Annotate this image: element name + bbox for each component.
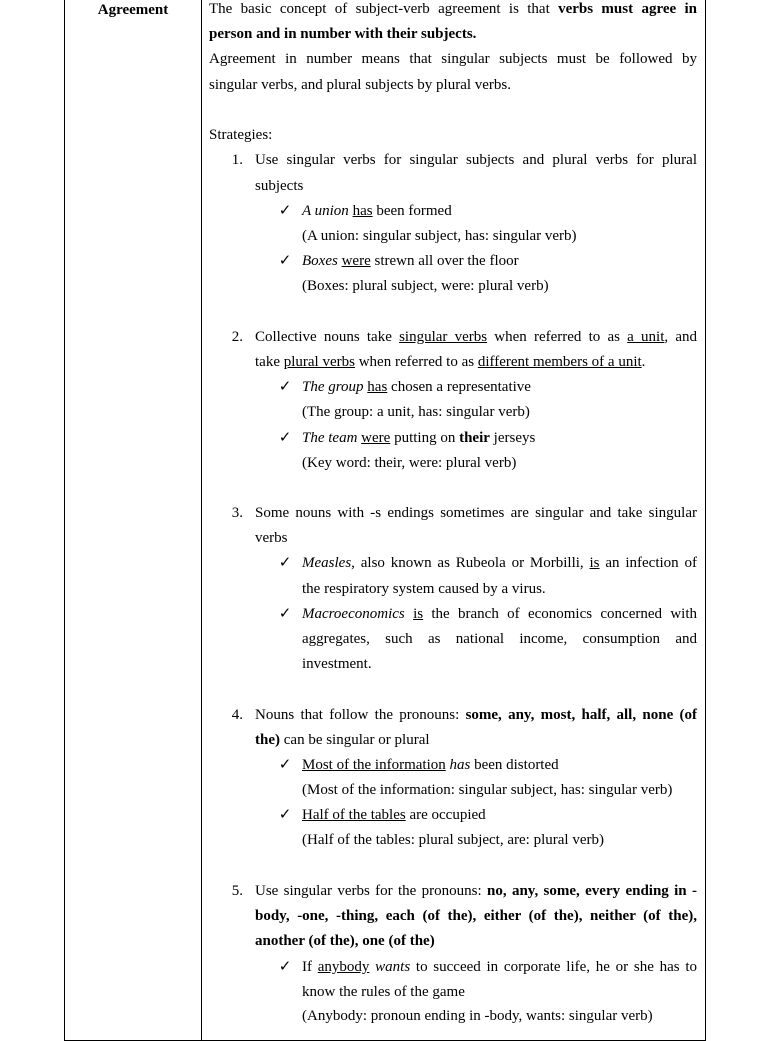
text: take	[255, 354, 284, 370]
strategy-3-example-2-line-2: aggregates, such as national income, consumption and	[302, 631, 697, 647]
text: .	[641, 354, 646, 370]
pronoun-list: no, any, some, every ending in -	[487, 883, 697, 899]
example-verb: is	[589, 555, 600, 571]
example-subject: Boxes	[302, 253, 338, 269]
check-mark-icon: ✓	[278, 253, 292, 269]
example-verb: is	[413, 606, 424, 622]
example-rest: are occupied	[405, 807, 486, 823]
check-mark-icon: ✓	[278, 379, 292, 395]
text: when referred to as	[354, 354, 478, 370]
strategy-3-example-2-line-3: investment.	[302, 656, 372, 672]
strategy-3-number: 3.	[231, 505, 243, 521]
strategy-5-example-1	[302, 958, 697, 976]
example-subject: anybody	[317, 959, 370, 975]
check-mark-icon: ✓	[278, 430, 292, 446]
example-verb: were	[341, 253, 371, 269]
strategy-2-example-1	[302, 378, 531, 396]
strategy-1-example-1	[302, 202, 452, 220]
example-subject: Half of the tables	[302, 807, 406, 823]
intro-line-2: person and in number with their subjects.	[209, 26, 477, 42]
strategy-5-number: 5.	[231, 883, 243, 899]
strategy-2-note-2: (Key word: their, were: plural verb)	[302, 455, 517, 471]
example-rest: to succeed in corporate life, he or she has to	[410, 959, 698, 975]
example-rest: the branch of economics concerned with	[423, 606, 697, 622]
intro-line-3: Agreement in number means that singular subjects must be followed by	[209, 51, 697, 67]
strategy-4-line-1	[255, 706, 697, 724]
grammar-table	[64, 0, 706, 1041]
strategy-2-note-1: (The group: a unit, has: singular verb)	[302, 404, 530, 420]
strategy-4-example-2	[302, 806, 486, 824]
strategy-5-line-2: body, -one, -thing, each (of the), either (of the), neither (of the),	[255, 908, 697, 924]
strategy-2-example-2	[302, 429, 535, 447]
text: Collective nouns take	[255, 329, 400, 345]
intro-line-4: singular verbs, and plural subjects by plural verbs.	[209, 77, 512, 93]
example-verb: has	[352, 203, 373, 219]
space	[405, 606, 413, 622]
example-text: If	[302, 959, 318, 975]
text: when referred to as	[487, 329, 628, 345]
strategy-1-note-2: (Boxes: plural subject, were: plural verb)	[302, 278, 549, 294]
check-mark-icon: ✓	[278, 807, 292, 823]
topic-cell	[65, 0, 202, 1040]
example-text: , also known as Rubeola or Morbilli,	[351, 555, 590, 571]
strategy-2-line-1	[255, 328, 697, 346]
strategy-5-line-3: another (of the), one (of the)	[255, 933, 435, 949]
topic-heading: Agreement	[97, 2, 169, 18]
strategy-3-example-2	[302, 605, 697, 623]
strategy-1-line-2: subjects	[255, 178, 304, 194]
underlined-term: a unit	[627, 329, 665, 345]
check-mark-icon: ✓	[278, 959, 292, 975]
strategy-3-example-1-line-2: the respiratory system caused by a virus.	[302, 581, 546, 597]
strategy-2-number: 2.	[231, 329, 243, 345]
example-verb: has	[367, 379, 388, 395]
key-word: their	[459, 430, 490, 446]
strategy-4-note-2: (Half of the tables: plural subject, are: plural verb)	[302, 832, 604, 848]
intro-line-1	[209, 0, 697, 18]
example-subject: Macroeconomics	[302, 606, 405, 622]
strategy-1-example-2	[302, 252, 519, 270]
example-text: putting on	[390, 430, 460, 446]
text: Use singular verbs for the pronouns:	[255, 883, 488, 899]
check-mark-icon: ✓	[278, 555, 292, 571]
strategy-4-line-2	[255, 731, 430, 749]
example-rest: an infection of	[599, 555, 697, 571]
example-subject: A union	[302, 203, 349, 219]
example-subject: The team	[302, 430, 358, 446]
strategy-1-number: 1.	[231, 152, 243, 168]
pronoun-list: the)	[255, 732, 280, 748]
example-rest: chosen a representative	[387, 379, 531, 395]
example-rest: strewn all over the floor	[370, 253, 519, 269]
strategy-1-note-1: (A union: singular subject, has: singular verb)	[302, 228, 577, 244]
strategy-2-line-2	[255, 353, 645, 371]
strategy-3-example-1	[302, 554, 697, 572]
strategy-5-line-1	[255, 882, 697, 900]
example-subject: Most of the information	[302, 757, 446, 773]
example-verb: has	[449, 757, 471, 773]
strategy-5-note-1: (Anybody: pronoun ending in -body, wants: singular verb)	[302, 1008, 653, 1024]
strategy-3-line-2: verbs	[255, 530, 288, 546]
text: can be singular or plural	[280, 732, 430, 748]
pronoun-list: some, any, most, half, all, none (of	[465, 707, 697, 723]
strategies-label: Strategies:	[209, 127, 273, 143]
underlined-term: different members of a unit	[477, 354, 642, 370]
text: Nouns that follow the pronouns:	[255, 707, 466, 723]
strategy-4-example-1	[302, 756, 559, 774]
strategy-3-line-1: Some nouns with -s endings sometimes are singular and take singular	[255, 505, 697, 521]
example-rest: been formed	[372, 203, 452, 219]
content-cell	[202, 0, 705, 1040]
strategy-5-example-1-line-2: know the rules of the game	[302, 984, 465, 1000]
intro-text: The basic concept of subject-verb agreement is that	[209, 1, 559, 17]
underlined-term: singular verbs	[399, 329, 488, 345]
intro-emphasis: verbs must agree in	[558, 1, 697, 17]
example-verb: wants	[375, 959, 411, 975]
example-rest: jerseys	[489, 430, 536, 446]
strategy-4-number: 4.	[231, 707, 243, 723]
check-mark-icon: ✓	[278, 606, 292, 622]
strategy-4-note-1: (Most of the information: singular subject, has: singular verb)	[302, 782, 673, 798]
example-verb: were	[361, 430, 391, 446]
example-rest: been distorted	[470, 757, 559, 773]
strategy-1-line-1: Use singular verbs for singular subjects and plural verbs for plural	[255, 152, 697, 168]
check-mark-icon: ✓	[278, 203, 292, 219]
check-mark-icon: ✓	[278, 757, 292, 773]
underlined-term: plural verbs	[283, 354, 355, 370]
example-subject: The group	[302, 379, 364, 395]
text: , and	[664, 329, 697, 345]
example-subject: Measles	[302, 555, 352, 571]
